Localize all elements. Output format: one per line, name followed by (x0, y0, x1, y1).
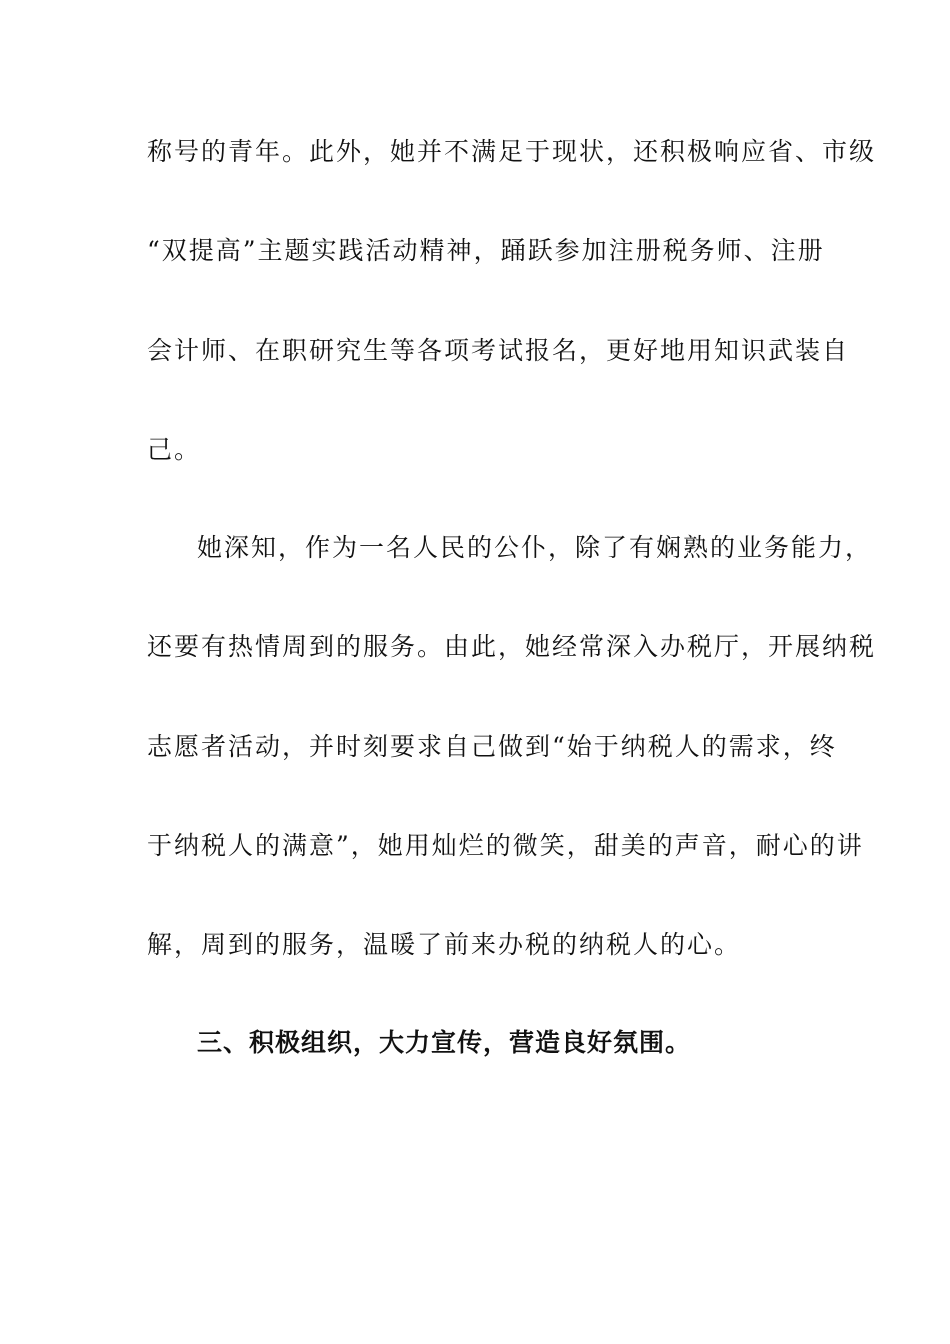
paragraph-line: 会计师、在职研究生等各项考试报名，更好地用知识武装自 (147, 336, 850, 365)
paragraph-line: 己。 (147, 435, 202, 464)
paragraph-line: 称号的青年。此外，她并不满足于现状，还积极响应省、市级 (147, 137, 877, 166)
paragraph-line: 她深知，作为一名人民的公仆，除了有娴熟的业务能力， (197, 533, 873, 562)
paragraph-line: 于纳税人的满意”，她用灿烂的微笑，甜美的声音，耐心的讲 (147, 831, 864, 860)
paragraph-line: “双提高”主题实践活动精神，踊跃参加注册税务师、注册 (147, 236, 825, 265)
section-heading: 三、积极组织，大力宣传，营造良好氛围。 (197, 1028, 692, 1057)
paragraph-line: 解，周到的服务，温暖了前来办税的纳税人的心。 (147, 930, 742, 959)
paragraph-line: 还要有热情周到的服务。由此，她经常深入办税厅，开展纳税 (147, 632, 877, 661)
paragraph-line: 志愿者活动，并时刻要求自己做到“始于纳税人的需求，终 (147, 732, 837, 761)
